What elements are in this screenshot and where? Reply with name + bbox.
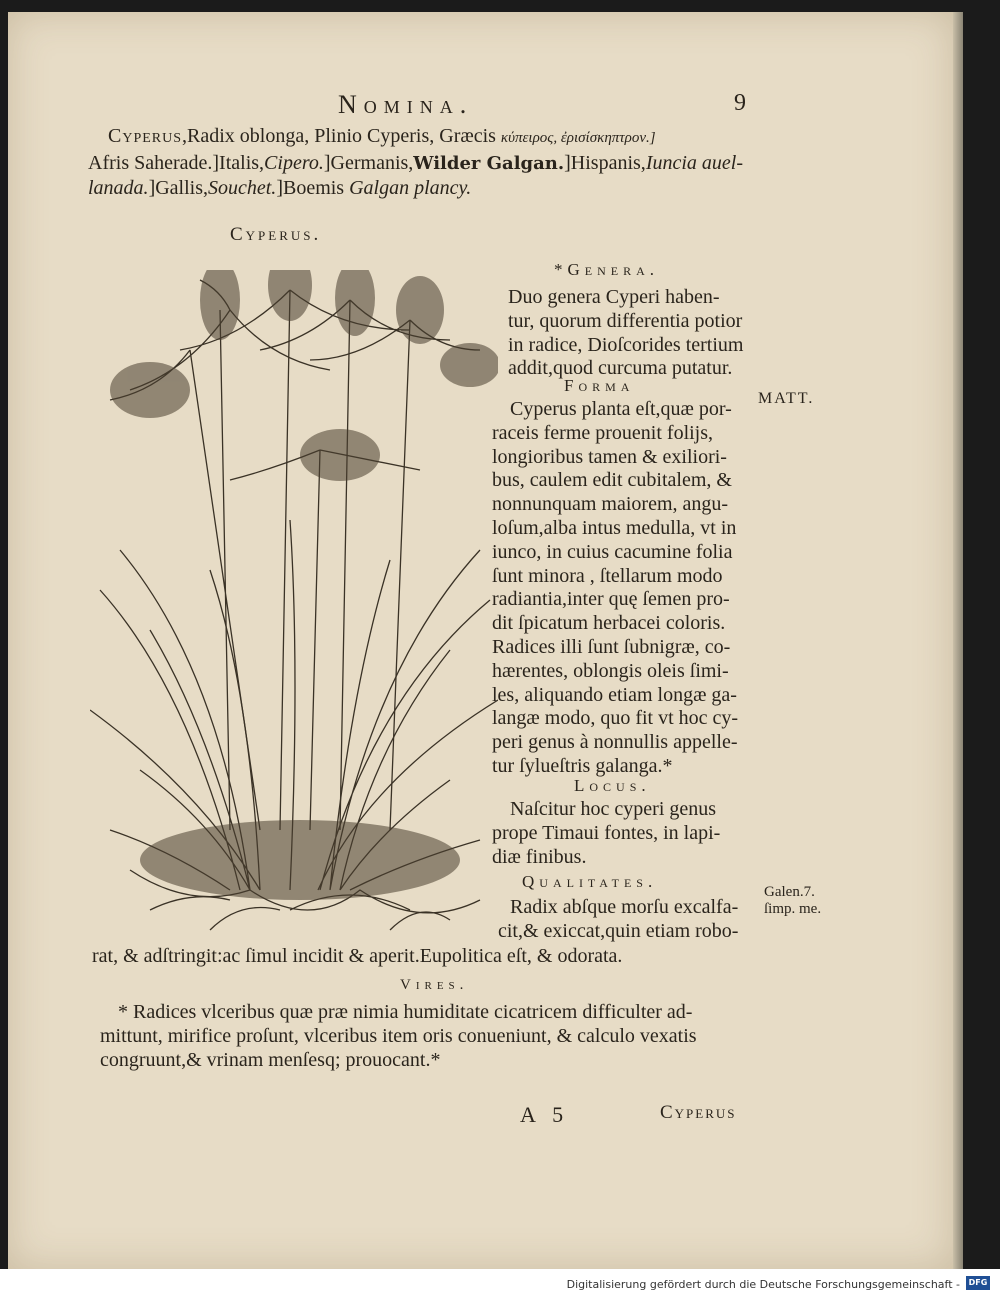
french-name: Souchet. — [208, 177, 277, 199]
page-number: 9 — [734, 90, 746, 116]
book-page — [8, 12, 953, 1269]
catchword: Cyperus — [660, 1102, 737, 1123]
signature-mark: A 5 — [520, 1102, 570, 1127]
text-line: les, aliquando etiam longæ ga- — [492, 683, 737, 706]
text-line: langæ modo, quo fit vt hoc cy- — [492, 707, 739, 730]
heading-genera: *Genera. — [554, 260, 660, 279]
vires-paragraph — [100, 1000, 697, 1072]
qualitates-paragraph — [498, 896, 738, 944]
digitization-footer — [0, 1269, 1000, 1297]
locus-paragraph — [492, 798, 720, 869]
margin-note-galen — [764, 884, 821, 918]
heading-locus: Locus. — [574, 776, 651, 795]
page-edge — [953, 12, 963, 1269]
text-line: * Radices vlceribus quæ præ nimia humiditate cicatricem difficulter ad- — [118, 1001, 693, 1023]
nomina-text: ]Boemis — [276, 177, 350, 199]
genera-paragraph — [508, 286, 743, 381]
forma-paragraph — [492, 398, 738, 779]
cyperus-woodcut-illustration — [90, 270, 498, 940]
text-line: peri genus à nonnullis appelle- — [492, 731, 738, 754]
text-line: in radice, Dioſcorides tertium — [508, 333, 744, 356]
nomina-text: ,Radix oblonga, Plinio Cyperis, Græcis — [182, 125, 501, 147]
spanish-name-cont: lanada. — [88, 177, 149, 199]
qualitates-full-line: rat, & adſtringit:ac ſimul incidit & aperit.Eupolitica eſt, & odorata. — [92, 945, 623, 967]
text-line: prope Timaui fontes, in lapi- — [492, 821, 721, 844]
text-line: Radices illi ſunt ſubnigræ, co- — [492, 635, 731, 658]
text-line: addit,quod curcuma putatur. — [508, 357, 733, 380]
text-line: loſum,alba intus medulla, vt in — [492, 516, 737, 539]
nomina-text: Afris Saherade.]Italis, — [88, 152, 265, 174]
margin-line: Galen.7. — [764, 884, 815, 900]
text-line: nonnunquam maiorem, angu- — [492, 493, 729, 516]
text-line: Naſcitur hoc cyperi genus — [510, 798, 717, 820]
nomina-text: ]Gallis, — [148, 177, 208, 199]
text-line: diæ finibus. — [492, 845, 587, 868]
text-line: Radix abſque morſu excalfa- — [510, 896, 739, 918]
nomina-lead-caps: Cyperus — [108, 125, 183, 147]
nomina-paragraph — [88, 124, 778, 201]
figure-caption: Cyperus. — [230, 224, 322, 245]
nomina-text: ]Germanis, — [323, 152, 414, 174]
text-line: iunco, in cuius cacumine folia — [492, 540, 733, 563]
heading-qualitates: Qualitates. — [522, 872, 658, 891]
nomina-line-2 — [88, 151, 778, 176]
german-name: Wilder Galgan. — [413, 153, 565, 174]
text-line: Duo genera Cyperi haben- — [508, 286, 720, 308]
spanish-name: Iuncia auel- — [645, 152, 743, 174]
text-line: tur, quorum differentia potior — [508, 309, 743, 332]
text-line: ſunt minora , ſtellarum modo — [492, 564, 723, 587]
nomina-line-3 — [88, 176, 778, 201]
text-line: dit ſpicatum herbacei coloris. — [492, 612, 726, 635]
text-line: congruunt,& vrinam menſesq; prouocant.* — [100, 1049, 441, 1071]
nomina-line-1 — [108, 124, 778, 151]
dfg-logo: DFG — [966, 1276, 990, 1290]
heading-vires: Vires. — [400, 977, 469, 993]
italian-name: Cipero. — [264, 152, 324, 174]
text-line: cit,& exiccat,quin etiam robo- — [498, 919, 739, 942]
text-line: longioribus tamen & exiliori- — [492, 445, 727, 468]
text-line: hærentes, oblongis oleis ſimi- — [492, 659, 729, 682]
running-head: Nomina. — [338, 90, 474, 119]
text-line: Cyperus planta eſt,quæ por- — [510, 398, 732, 420]
margin-note-matt: MATT. — [758, 390, 815, 407]
nomina-text: ]Hispanis, — [564, 152, 646, 174]
margin-line: ſimp. me. — [764, 901, 822, 917]
text-line: radiantia,inter quę ſemen pro- — [492, 588, 730, 611]
text-line: raceis ferme prouenit folijs, — [492, 421, 714, 444]
heading-forma: Forma — [564, 376, 635, 395]
greek-names: κύπειρος, ἐρισίσκηπτρον.] — [500, 130, 656, 146]
footer-credit: Digitalisierung gefördert durch die Deutsche Forschungsgemeinschaft - — [566, 1278, 960, 1291]
text-line: tur ſylueſtris galanga.* — [492, 754, 673, 777]
text-line: mittunt, mirifice proſunt, vlceribus item oris conueniunt, & calculo vexatis — [100, 1025, 697, 1047]
text-line: bus, caulem edit cubitalem, & — [492, 469, 732, 492]
bohemian-name: Galgan plancy. — [349, 177, 472, 199]
